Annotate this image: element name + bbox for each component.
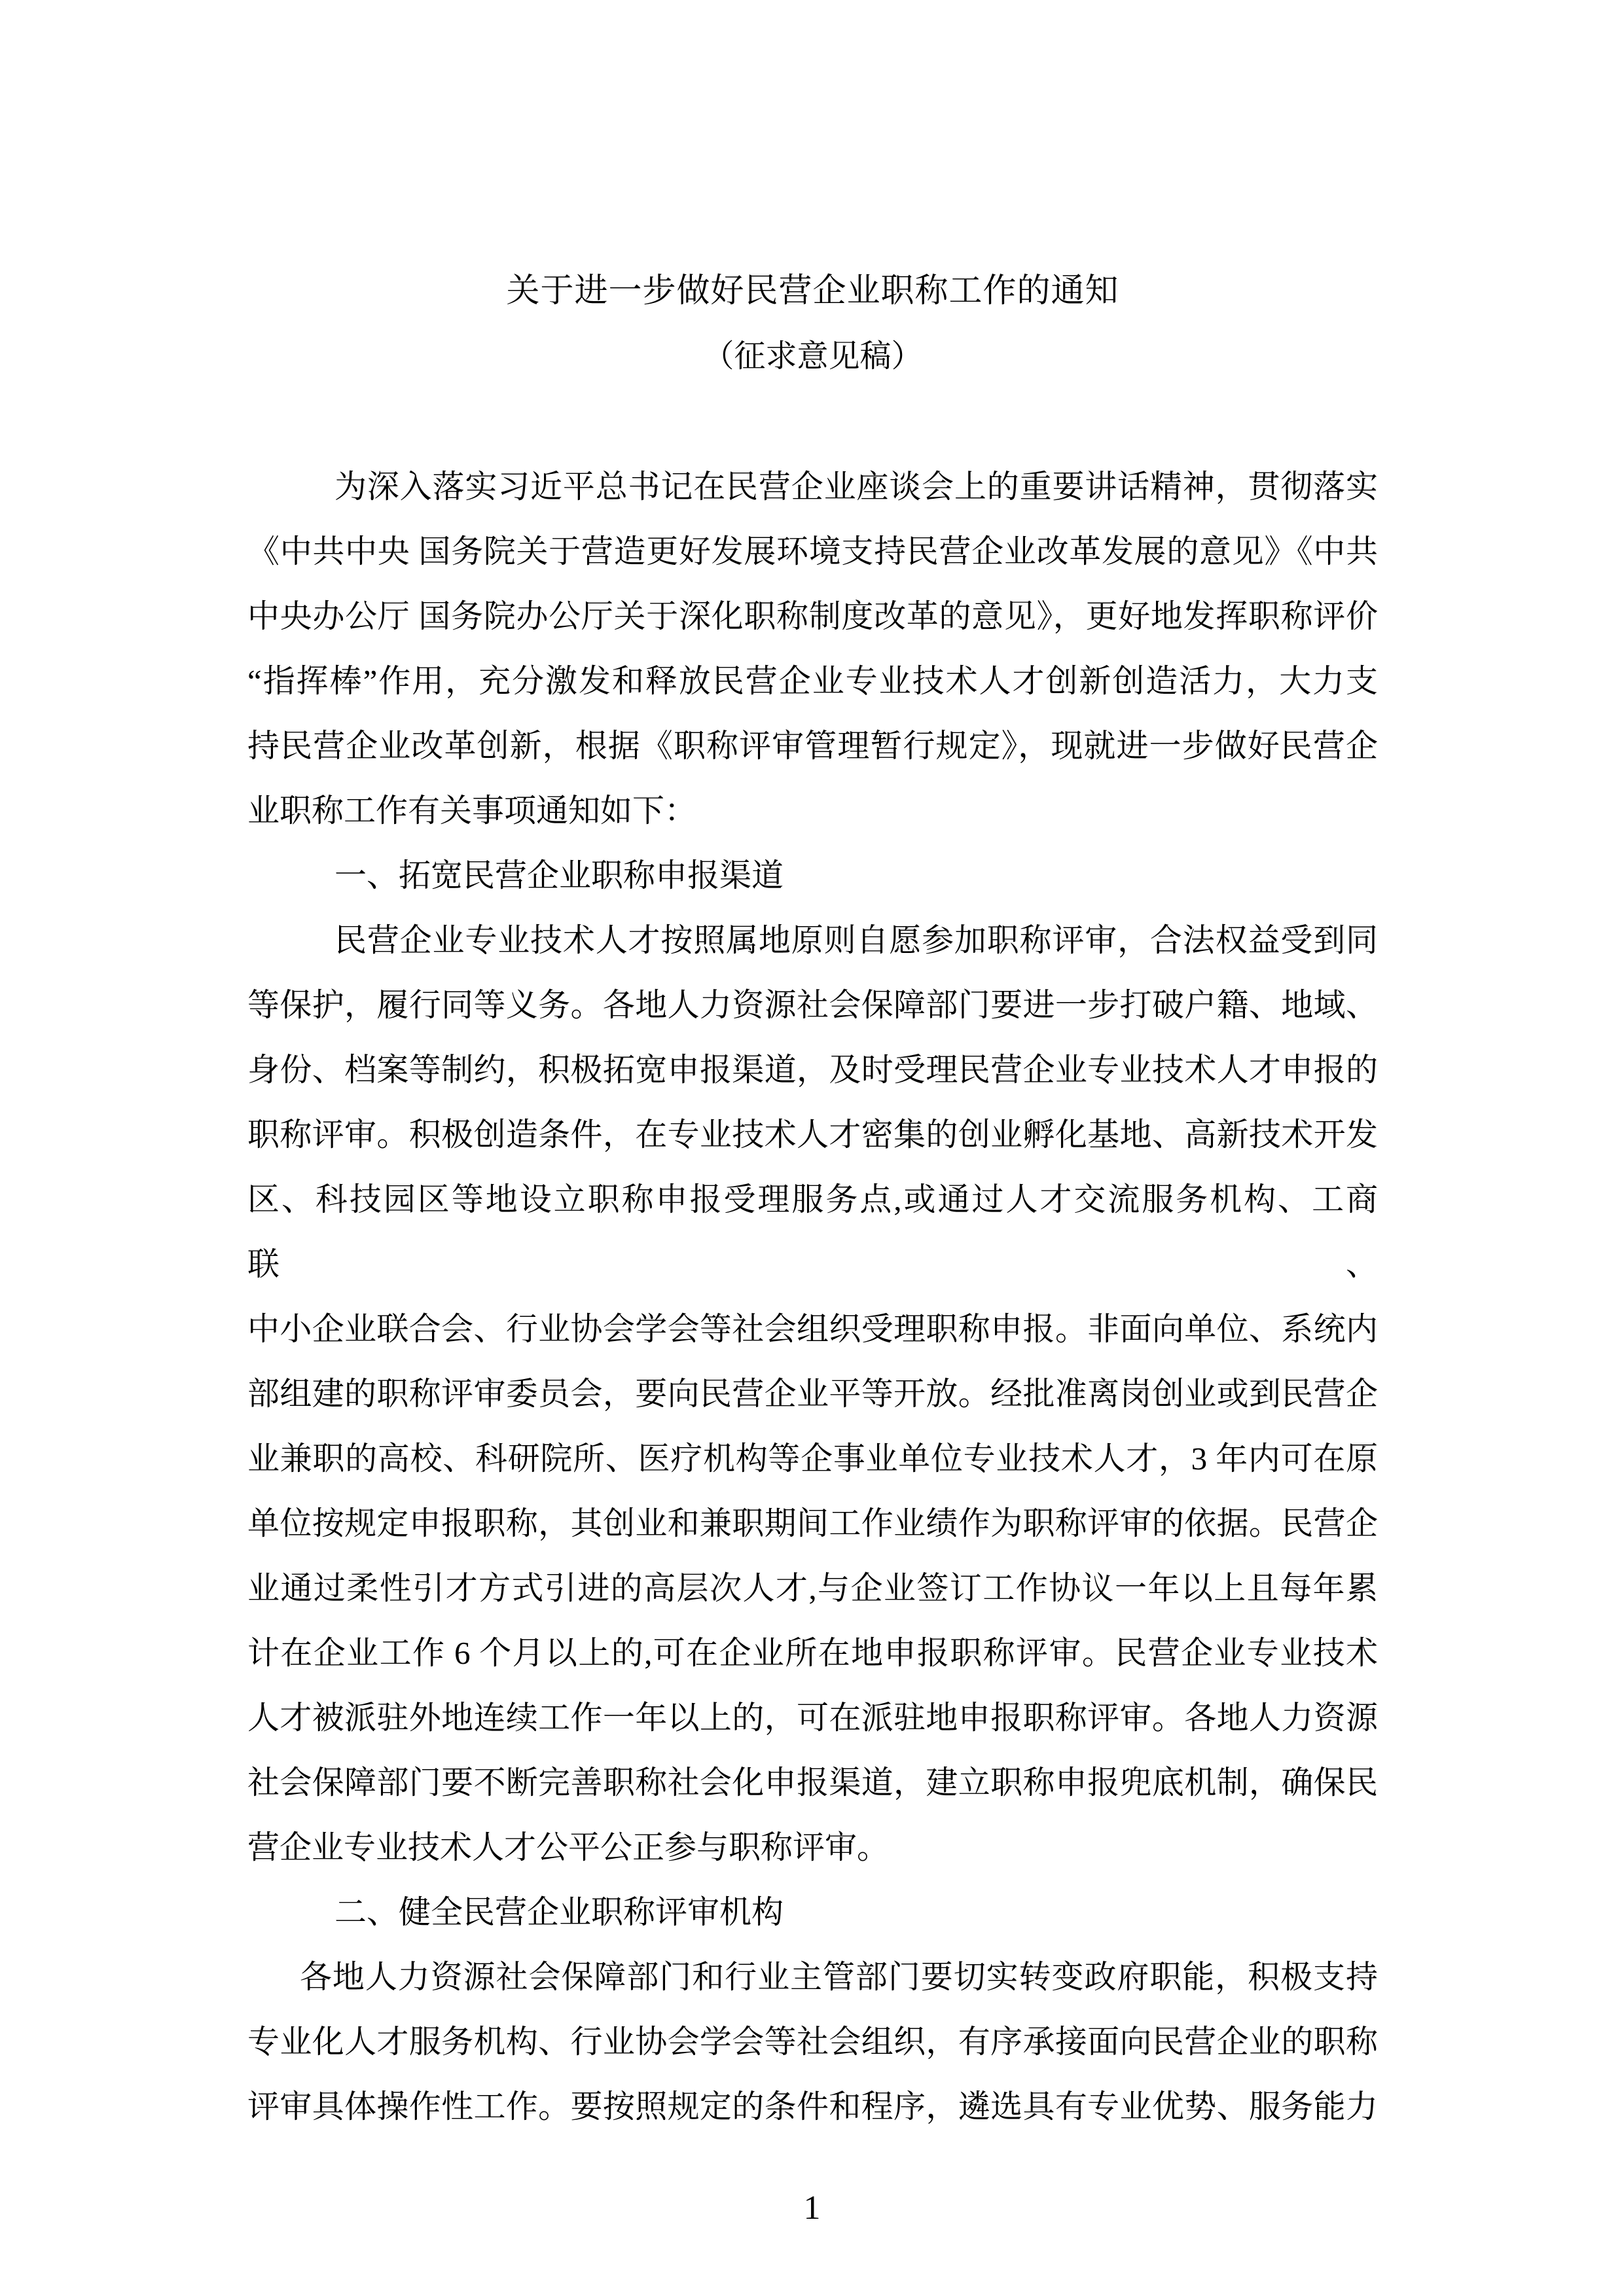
body-line: 各地人力资源社会保障部门和行业主管部门要切实转变政府职能，积极支持 xyxy=(300,1959,1378,1995)
body-line: 民营企业专业技术人才按照属地原则自愿参加职称评审，合法权益受到同 xyxy=(334,922,1378,958)
section-2-heading: 二、健全民营企业职称评审机构 xyxy=(334,1894,784,1930)
document-title: 关于进一步做好民营企业职称工作的通知 xyxy=(506,273,1119,310)
body-line: 等保护，履行同等义务。各地人力资源社会保障部门要进一步打破户籍、地域、 xyxy=(247,987,1378,1023)
body-line: 持民营企业改革创新，根据《职称评审管理暂行规定》，现就进一步做好民营企 xyxy=(247,728,1378,764)
body-line: 营企业专业技术人才公平公正参与职称评审。 xyxy=(247,1829,890,1865)
body-line: 单位按规定申报职称，其创业和兼职期间工作业绩作为职称评审的依据。民营企 xyxy=(247,1505,1378,1541)
body-line: 《中共中央 国务院关于营造更好发展环境支持民营企业改革发展的意见》《中共 xyxy=(247,533,1378,569)
body-line: “指挥棒”作用，充分激发和释放民营企业专业技术人才创新创造活力，大力支 xyxy=(247,663,1378,699)
body-line: 中小企业联合会、行业协会学会等社会组织受理职称申报。非面向单位、系统内 xyxy=(247,1311,1378,1347)
body-line: 人才被派驻外地连续工作一年以上的，可在派驻地申报职称评审。各地人力资源 xyxy=(247,1700,1378,1736)
body-line: 中央办公厅 国务院办公厅关于深化职称制度改革的意见》，更好地发挥职称评价 xyxy=(247,598,1378,634)
body-line: 计在企业工作 6 个月以上的,可在企业所在地申报职称评审。民营企业专业技术 xyxy=(247,1635,1378,1671)
body-line: 社会保障部门要不断完善职称社会化申报渠道，建立职称申报兜底机制，确保民 xyxy=(247,1765,1378,1801)
body-line: 业职称工作有关事项通知如下： xyxy=(247,793,697,829)
section-1-heading: 一、拓宽民营企业职称申报渠道 xyxy=(334,857,784,893)
body-line: 为深入落实习近平总书记在民营企业座谈会上的重要讲话精神，贯彻落实 xyxy=(334,469,1378,505)
document-subtitle: （征求意见稿） xyxy=(702,339,923,374)
body-line: 业通过柔性引才方式引进的高层次人才,与企业签订工作协议一年以上且每年累 xyxy=(247,1570,1378,1606)
body-line: 专业化人才服务机构、行业协会学会等社会组织，有序承接面向民营企业的职称 xyxy=(247,2024,1378,2060)
body-line: 部组建的职称评审委员会，要向民营企业平等开放。经批准离岗创业或到民营企 xyxy=(247,1376,1378,1412)
body-line: 区、科技园区等地设立职称申报受理服务点,或通过人才交流服务机构、工商联、 xyxy=(247,1181,1378,1282)
document-body xyxy=(247,454,1378,2139)
body-line: 身份、档案等制约，积极拓宽申报渠道，及时受理民营企业专业技术人才申报的 xyxy=(247,1052,1378,1088)
page-number: 1 xyxy=(803,2189,821,2227)
body-line: 业兼职的高校、科研院所、医疗机构等企事业单位专业技术人才，3 年内可在原 xyxy=(247,1441,1378,1477)
body-line: 评审具体操作性工作。要按照规定的条件和程序，遴选具有专业优势、服务能力 xyxy=(247,2089,1378,2125)
title-body-spacer xyxy=(0,389,1624,454)
body-line: 职称评审。积极创造条件，在专业技术人才密集的创业孵化基地、高新技术开发 xyxy=(247,1117,1378,1153)
